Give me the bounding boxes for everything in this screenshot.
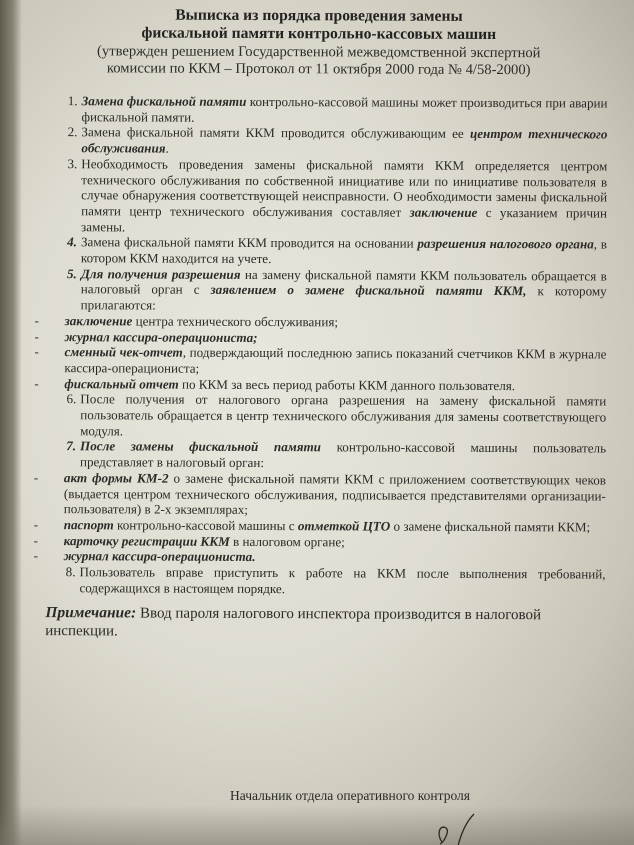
item-number: 2. — [67, 124, 78, 140]
note-text: Ввод пароля налогового инспектора производится в налоговой инспекции. — [45, 604, 542, 639]
item-emphasis: разрешения налогового органа — [417, 236, 594, 252]
entry-text: , подверждающий последнюю запись показаний счетчиков ККМ в журнале кассира-операциониста; — [64, 344, 607, 376]
item-text: на замену фискальной памяти ККМ пользователь обращается в налоговый орган с — [80, 266, 607, 298]
item-text: После получения от налогового органа разрешения на замену фискальной памяти пользователь обращается в центр технического обслуживания для замены соответствующего модуля. — [80, 391, 607, 439]
item-emphasis: заключение — [409, 204, 478, 220]
entry-text: о замене фискальной памяти ККМ с приложением соответствующих чеков (выдается центром технического обслуживания, подписывается представителями организации-пользователя) в 2-х экземплярах; — [63, 470, 606, 518]
item-number: 8. — [65, 564, 76, 580]
item-5 — [29, 266, 607, 316]
entry-text: в налоговом органе; — [229, 533, 345, 550]
item-text: Замена фискальной памяти ККМ проводится обслуживающим ее — [81, 124, 471, 142]
entry-emphasis: сменный чек-отчет — [64, 344, 183, 360]
entry-emphasis: фискальный отчет — [64, 375, 179, 392]
item-text-end: . — [165, 140, 169, 156]
list7-entry-2: - паспорт контрольно-кассовой машины с отметкой ЦТО о замене фискальной памяти ККМ; — [33, 517, 591, 535]
list5-entry-3: - сменный чек-отчет, подверждающий последнюю запись показаний счетчиков ККМ в журнале кассира-операциониста; — [34, 344, 607, 376]
entry-text: центра технического обслуживания; — [132, 313, 339, 330]
item-number: 3. — [67, 155, 78, 172]
entry-emphasis: журнал кассира-операциониста. — [63, 548, 256, 565]
signature-position: Начальник отдела оперативного контроля — [230, 788, 470, 803]
subtitle-line-2: комиссии по ККМ – Протокол от 11 октября 2000 года № 4/58-2000) — [106, 60, 531, 79]
entry-text: по ККМ за весь период работы ККМ данного пользователя. — [178, 376, 516, 393]
item-text: контрольно-кассовой машины может производиться при аварии фискальной памяти. — [81, 93, 608, 125]
entry-emphasis: журнал кассира-операциониста; — [64, 328, 258, 345]
handwritten-signature — [428, 812, 488, 845]
list7-entry-3: - карточку регистрации ККМ в налоговом органе; — [33, 532, 345, 550]
item-text: Пользователь вправе приступить к работе на ККМ после выполнения требований, содержащихся в настоящем порядке. — [79, 564, 606, 596]
title-line-2: фискальной памяти контрольно-кассовых машин — [141, 24, 497, 44]
entry-emphasis: акт формы КМ-2 — [63, 470, 169, 486]
list7-entry-4: - журнал кассира-операциониста. — [33, 548, 256, 565]
item-text: контрольно-кассовой машины пользователь представляет в налоговый орган: — [79, 439, 607, 471]
list5-entry-1: - заключение центра технического обслуживания; — [34, 312, 339, 330]
item-emphasis: центром технического обслуживания — [81, 126, 608, 156]
item-number: 6. — [66, 391, 77, 407]
document-body — [27, 93, 607, 642]
item-6 — [28, 391, 606, 441]
item-number: 5. — [66, 265, 77, 281]
item-emphasis: Для получения разрешения — [80, 265, 241, 282]
item-text: Необходимость проведения замены фискальной памяти ККМ определяется центром технического обслуживания по собственной инициативе или по инициативе пользователя в случае обнаружения соответствующей неисправности. О необходимости замены фискальной памяти центр технического обслуживания составляет — [81, 156, 608, 220]
document-title — [30, 6, 608, 45]
entry-emphasis: заключение — [64, 312, 133, 329]
entry-text-end: о замене фискальной памяти ККМ; — [390, 518, 591, 535]
item-3 — [29, 156, 607, 237]
note — [27, 603, 605, 642]
item-text: Замена фискальной памяти ККМ проводится на основании — [80, 234, 418, 252]
note-label: Примечание: — [45, 603, 137, 621]
item-number: 1. — [67, 93, 78, 109]
entry-emphasis: паспорт — [63, 517, 114, 533]
document-subtitle — [30, 43, 608, 80]
frame-edge-bottom — [0, 805, 634, 845]
item-number: 7. — [66, 438, 77, 454]
item-1 — [29, 93, 607, 127]
entry-text: контрольно-кассовой машины с — [113, 517, 298, 534]
item-text-end: , в котором ККМ находится на учете. — [80, 236, 608, 267]
title-line-1: Выписка из порядка проведения замены — [175, 6, 463, 25]
subtitle-line-1: (утвержден решением Государственной межведомственной экспертной — [97, 43, 541, 62]
item-text-end: к которому прилагаются: — [80, 283, 607, 313]
entry-emphasis-2: отметкой ЦТО — [297, 518, 391, 534]
frame-edge-left — [0, 0, 22, 845]
entry-emphasis: карточку регистрации ККМ — [63, 532, 230, 549]
item-text-end: с указанием причин замены. — [81, 204, 608, 235]
item-4 — [29, 234, 607, 268]
list5-entry-2: - журнал кассира-операциониста; — [34, 328, 258, 345]
item-emphasis: Замена фискальной памяти — [81, 93, 247, 109]
document-sheet — [27, 6, 608, 642]
item-emphasis: После замены фискальной памяти — [80, 438, 322, 455]
item-2 — [29, 124, 607, 158]
list5-entry-4: - фискальный отчет по ККМ за весь период работы ККМ данного пользователя. — [34, 375, 516, 393]
item-8 — [27, 564, 605, 598]
item-number: 4. — [67, 234, 78, 250]
item-7 — [28, 438, 606, 472]
list7-entry-1: - акт формы КМ-2 о замене фискальной памяти ККМ с приложением соответствующих чеков (выдается центром технического обслуживания, подписывается представителями организации-пользователя) в 2-х экземплярах; — [33, 469, 606, 518]
item-emphasis-2: заявлением о замене фискальной памяти ККМ, — [210, 282, 527, 299]
